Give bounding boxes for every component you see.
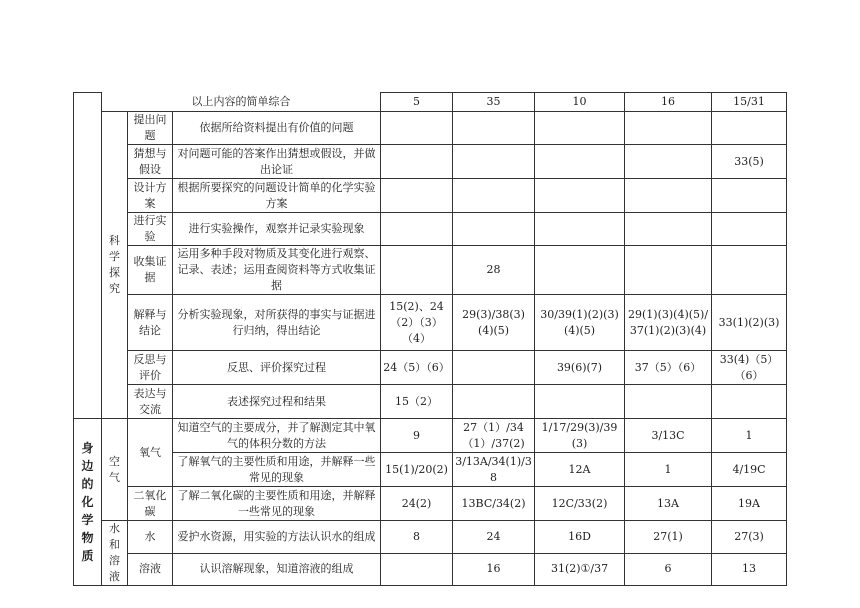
domain-chemistry-around: 身边的化学物质: [74, 419, 102, 586]
category-air: 空气: [102, 419, 128, 521]
score-cell: 1: [625, 453, 712, 487]
score-cell: 16D: [535, 521, 625, 554]
score-cell: 12C/33(2): [535, 487, 625, 521]
score-cell: 9: [381, 419, 453, 453]
item-label: 反思与评价: [128, 351, 173, 385]
score-cell: [381, 246, 453, 295]
score-cell: [625, 179, 712, 213]
score-cell: 3/13A/34(1)/38: [453, 453, 535, 487]
summary-value: 15/31: [712, 93, 787, 112]
score-cell: 24: [453, 521, 535, 554]
score-cell: [453, 213, 535, 246]
score-cell: [535, 246, 625, 295]
score-cell: 24(2): [381, 487, 453, 521]
score-cell: [712, 213, 787, 246]
score-cell: [625, 112, 712, 145]
score-cell: [625, 213, 712, 246]
summary-value: 16: [625, 93, 712, 112]
table-row: [74, 179, 787, 213]
score-cell: 27（1）/34（1）/37(2): [453, 419, 535, 453]
table-row: [74, 145, 787, 179]
summary-value: 35: [453, 93, 535, 112]
item-description: 了解二氧化碳的主要性质和用途，并解释一些常见的现象: [173, 487, 381, 521]
score-cell: [535, 213, 625, 246]
item-description: 依据所给资料提出有价值的问题: [173, 112, 381, 145]
score-cell: 29(3)/38(3)(4)(5): [453, 295, 535, 351]
score-cell: [453, 145, 535, 179]
score-cell: 31(2)①/37: [535, 553, 625, 586]
item-description: 表述探究过程和结果: [173, 385, 381, 419]
category-science-inquiry: 科学探究: [102, 112, 128, 419]
table-row: [74, 385, 787, 419]
table-row: [74, 112, 787, 145]
score-cell: [453, 179, 535, 213]
blank-domain-cell: [74, 93, 102, 419]
score-cell: 15(2)、24（2）（3）（4）: [381, 295, 453, 351]
score-cell: 3/13C: [625, 419, 712, 453]
score-cell: 30/39(1)(2)(3)(4)(5): [535, 295, 625, 351]
score-cell: 28: [453, 246, 535, 295]
score-cell: 27(1): [625, 521, 712, 554]
table-row: [74, 553, 787, 586]
score-cell: 33(5): [712, 145, 787, 179]
score-cell: 24（5）（6）: [381, 351, 453, 385]
score-cell: 37（5）（6）: [625, 351, 712, 385]
score-cell: [381, 553, 453, 586]
item-description: 了解氧气的主要性质和用途，并解释一些常见的现象: [173, 453, 381, 487]
item-label: 猜想与假设: [128, 145, 173, 179]
score-cell: 15(1)/20(2): [381, 453, 453, 487]
score-cell: [535, 112, 625, 145]
score-cell: [381, 145, 453, 179]
score-cell: [381, 213, 453, 246]
score-cell: 33(1)(2)(3): [712, 295, 787, 351]
score-cell: 13A: [625, 487, 712, 521]
score-cell: [535, 179, 625, 213]
exam-analysis-table: [73, 92, 787, 586]
item-label: 设计方案: [128, 179, 173, 213]
summary-value: 5: [381, 93, 453, 112]
category-water-solution: 水和溶液: [102, 521, 128, 586]
score-cell: 12A: [535, 453, 625, 487]
score-cell: 29(1)(3)(4)(5)/37(1)(2)(3)(4): [625, 295, 712, 351]
score-cell: [381, 179, 453, 213]
item-label: 水: [128, 521, 173, 554]
score-cell: 6: [625, 553, 712, 586]
table-row: [74, 351, 787, 385]
table-row: [74, 213, 787, 246]
item-label: 提出问题: [128, 112, 173, 145]
item-description: 根据所要探究的问题设计简单的化学实验方案: [173, 179, 381, 213]
item-label: 氧气: [128, 419, 173, 487]
score-cell: [625, 246, 712, 295]
score-cell: [535, 145, 625, 179]
score-cell: [535, 385, 625, 419]
score-cell: 13: [712, 553, 787, 586]
table-body: [74, 93, 787, 586]
summary-value: 10: [535, 93, 625, 112]
table-row-summary: [74, 93, 787, 112]
score-cell: 4/19C: [712, 453, 787, 487]
score-cell: 27(3): [712, 521, 787, 554]
score-cell: [381, 112, 453, 145]
score-cell: [625, 145, 712, 179]
table-row: [74, 419, 787, 453]
item-label: 表达与交流: [128, 385, 173, 419]
table-row: [74, 453, 787, 487]
score-cell: [625, 385, 712, 419]
item-description: 反思、评价探究过程: [173, 351, 381, 385]
item-description: 分析实验现象，对所获得的事实与证据进行归纳，得出结论: [173, 295, 381, 351]
item-label: 收集证据: [128, 246, 173, 295]
item-description: 对问题可能的答案作出猜想或假设，并做出论证: [173, 145, 381, 179]
item-label: 解释与结论: [128, 295, 173, 351]
score-cell: [712, 179, 787, 213]
score-cell: [712, 385, 787, 419]
item-label: 溶液: [128, 553, 173, 586]
score-cell: [453, 385, 535, 419]
score-cell: [712, 246, 787, 295]
table-row: [74, 521, 787, 554]
table-row: [74, 295, 787, 351]
score-cell: 1: [712, 419, 787, 453]
item-description: 爱护水资源，用实验的方法认识水的组成: [173, 521, 381, 554]
item-description: 知道空气的主要成分，并了解测定其中氧气的体积分数的方法: [173, 419, 381, 453]
item-label: 二氧化碳: [128, 487, 173, 521]
table-row: [74, 246, 787, 295]
score-cell: 15（2）: [381, 385, 453, 419]
summary-label: 以上内容的简单综合: [102, 93, 381, 112]
item-description: 进行实验操作，观察并记录实验现象: [173, 213, 381, 246]
score-cell: 39(6)(7): [535, 351, 625, 385]
score-cell: 33(4)（5）（6）: [712, 351, 787, 385]
table-row: [74, 487, 787, 521]
score-cell: 16: [453, 553, 535, 586]
score-cell: [453, 112, 535, 145]
score-cell: 19A: [712, 487, 787, 521]
item-description: 运用多种手段对物质及其变化进行观察、记录、表述；运用查阅资料等方式收集证据: [173, 246, 381, 295]
score-cell: [453, 351, 535, 385]
score-cell: 13BC/34(2): [453, 487, 535, 521]
score-cell: 8: [381, 521, 453, 554]
score-cell: [712, 112, 787, 145]
score-cell: 1/17/29(3)/39(3): [535, 419, 625, 453]
item-description: 认识溶解现象，知道溶液的组成: [173, 553, 381, 586]
item-label: 进行实验: [128, 213, 173, 246]
